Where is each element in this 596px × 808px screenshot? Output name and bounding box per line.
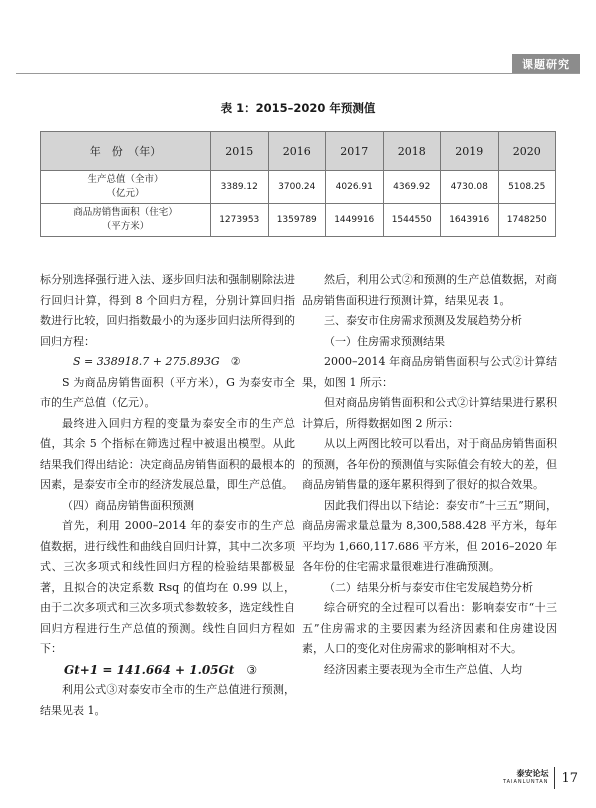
paragraph: 2000–2014 年商品房销售面积与公式②计算结果，如图 1 所示： xyxy=(302,355,557,389)
paragraph: S 为商品房销售面积（平方米），G 为泰安市全市的生产总值（亿元）。 xyxy=(40,375,295,409)
row-label-line: 商品房销售面积（住宅） xyxy=(73,207,178,218)
header-year: 2019 xyxy=(441,132,499,171)
subheading: （四）商品房销售面积预测 xyxy=(62,498,194,512)
right-column xyxy=(302,270,557,680)
header-year: 2017 xyxy=(326,132,384,171)
section-tag: 课题研究 xyxy=(512,54,580,74)
subheading: （二）结果分析与泰安市住宅发展趋势分析 xyxy=(324,580,533,594)
table-cell: 5108.25 xyxy=(498,171,556,204)
paragraph: 经济因素主要表现为全市生产总值、人均 xyxy=(324,662,522,676)
paragraph: 标分别选择强行进入法、逐步回归法和强制剔除法进行回归计算，得到 8 个回归方程，分别计算回归指数进行比较，回归指数最小的为逐步回归法所得到的回归方程： xyxy=(40,273,295,348)
table-cell: 1643916 xyxy=(441,204,499,237)
table-caption: 表 1：2015–2020 年预测值 xyxy=(220,101,376,115)
journal-logo xyxy=(503,769,549,787)
table-row xyxy=(41,171,556,204)
table-cell: 3389.12 xyxy=(211,171,269,204)
paragraph: 但对商品房销售面积和公式②计算结果进行累积计算后，所得数据如图 2 所示： xyxy=(302,396,557,430)
row-label xyxy=(41,171,211,204)
table-cell: 4026.91 xyxy=(326,171,384,204)
table-cell: 4369.92 xyxy=(383,171,441,204)
equation-number: ③ xyxy=(246,662,258,677)
page-footer xyxy=(503,765,578,791)
equation-number: ② xyxy=(230,355,241,368)
table-cell: 1359789 xyxy=(268,204,326,237)
row-label-unit: （平方米） xyxy=(101,221,150,232)
paragraph: 因此我们得出以下结论：泰安市“十三五”期间，商品房需求量总量为 8,300,588.428 平方米，每年平均为 1,660,117.686 平方米，但 2016–2020 年各年份的住宅需求量很难进行准确预测。 xyxy=(302,498,557,573)
paragraph: 最终进入回归方程的变量为泰安全市的生产总值，其余 5 个指标在筛选过程中被退出模型。从此结果我们得出结论：决定商品房销售面积的最根本的因素，是泰安市全市的经济发展总量，即生产总值。 xyxy=(40,416,295,491)
header-year: 2015 xyxy=(211,132,269,171)
subheading: （一）住房需求预测结果 xyxy=(324,334,445,348)
table-cell: 1748250 xyxy=(498,204,556,237)
table-header-row xyxy=(41,132,556,171)
paragraph: 利用公式③对泰安市全市的生产总值进行预测，结果见表 1。 xyxy=(40,683,295,717)
equation-3 xyxy=(40,660,295,681)
row-label-line: 生产总值（全市） xyxy=(87,174,164,185)
section-heading: 三、泰安市住房需求预测及发展趋势分析 xyxy=(324,314,522,327)
table-row xyxy=(41,204,556,237)
journal-pinyin: TAIANLUNTAN xyxy=(502,779,549,785)
equation-text: Gt+1 = 141.664 + 1.05Gt xyxy=(64,662,235,677)
header-year: 2020 xyxy=(498,132,556,171)
header-year: 2016 xyxy=(268,132,326,171)
table-cell: 1449916 xyxy=(326,204,384,237)
page-number: 17 xyxy=(561,770,578,786)
paragraph: 综合研究的全过程可以看出：影响泰安市“十三五”住房需求的主要因素为经济因素和住房建设因素，人口的变化对住房需求的影响相对不大。 xyxy=(302,601,557,655)
equation-text: S = 338918.7 + 275.893G xyxy=(73,355,220,368)
row-label xyxy=(41,204,211,237)
equation-2 xyxy=(40,352,295,373)
paragraph: 首先，利用 2000–2014 年的泰安市的生产总值数据，进行线性和曲线自回归计算，其中二次多项式、三次多项式和线性回归方程的检验结果都极显著，且拟合的决定系数 Rsq 的值均在 0.99 以上，由于二次多项式和三次多项式参数较多，选定线性自回归方程进行生产总值的预测。线性自回归方程如下： xyxy=(40,519,295,655)
footer-divider xyxy=(554,767,555,789)
row-label-unit: （亿元） xyxy=(106,188,145,199)
journal-name: 泰安论坛 xyxy=(516,769,549,778)
forecast-table xyxy=(40,131,556,237)
left-column xyxy=(40,270,295,721)
table-cell: 1273953 xyxy=(211,204,269,237)
table-cell: 3700.24 xyxy=(268,171,326,204)
paragraph: 从以上两图比较可以看出，对于商品房销售面积的预测，各年份的预测值与实际值会有较大的差，但商品房销售量的逐年累积得到了很好的拟合效果。 xyxy=(302,437,557,491)
header-year: 2018 xyxy=(383,132,441,171)
table-cell: 4730.08 xyxy=(441,171,499,204)
table-cell: 1544550 xyxy=(383,204,441,237)
paragraph: 然后，利用公式②和预测的生产总值数据，对商品房销售面积进行预测计算，结果见表 1。 xyxy=(302,273,557,307)
header-rule xyxy=(16,73,580,74)
header-year-label: 年 份 （年） xyxy=(41,132,211,171)
